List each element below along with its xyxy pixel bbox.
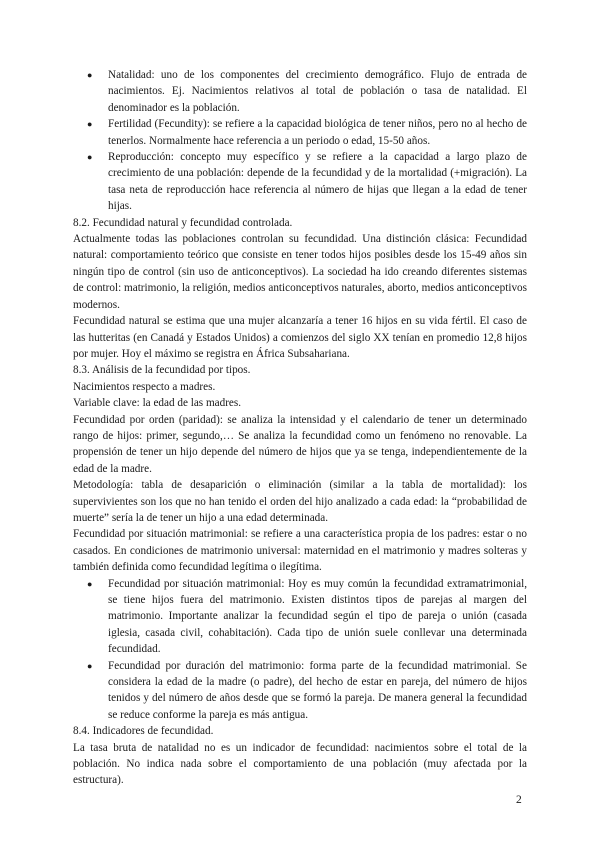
intro-bullet-list xyxy=(73,67,527,215)
list-item-duracion-matrimonio: ● Fecundidad por duración del matrimonio: forma parte de la fecundidad matrimonial. Se considera la edad de la madre (o padre), del hecho de estar en pareja, del número de hijos tenidos y del número de años desde que se formó la pareja. De manera general la fecundidad se reduce conforme la pareja es más antigua. xyxy=(87,659,527,721)
section-8-3-bullet-list xyxy=(73,576,527,724)
bullet-icon: ● xyxy=(87,70,93,80)
list-item-natalidad: ● Natalidad: uno de los componentes del crecimiento demográfico. Flujo de entrada de nacimientos. Ej. Nacimientos relativos al total de población o tasa de natalidad. El denominador es la población. xyxy=(87,69,527,114)
bullet-icon: ● xyxy=(87,660,93,671)
page-number: 2 xyxy=(516,794,522,806)
section-8-2-paragraph: Fecundidad natural se estima que una mujer alcanzaría a tener 16 hijos en su vida fértil. El caso de las hutteritas (en Canadá y Estados Unidos) a comienzos del siglo XX tenían en promedio 12,8 hijos por mujer. Hoy el máximo se registra en África Subsahariana. xyxy=(73,315,527,360)
section-8-4-paragraph: La tasa bruta de natalidad no es un indicador de fecundidad: nacimientos sobre el total de la población. No indica nada sobre el comportamiento de una población (muy afectada por la estructura). xyxy=(73,741,527,787)
bullet-icon: ● xyxy=(87,578,93,589)
section-8-3-paragraph: Metodología: tabla de desaparición o eliminación (similar a la tabla de mortalidad): los supervivientes son los que no han tenido el orden del hijo analizado a cada edad: la “probabilidad de muerte” sería la de tener un hijo a una edad determinada. xyxy=(73,479,527,524)
section-8-3-heading: 8.3. Análisis de la fecundidad por tipos. xyxy=(73,364,251,377)
bullet-icon: ● xyxy=(87,119,93,130)
list-item-situacion-matrimonial: ● Fecundidad por situación matrimonial: Hoy es muy común la fecundidad extramatrimonial, se tiene hijos fuera del matrimonio. Existen distintos tipos de parejas al margen del matrimonio. Importante analizar la fecundidad según el tipo de pareja o unión (casada iglesia, casada civil, cohabitación). Cada tipo de unión suele conllevar una determinada fecundidad. xyxy=(87,577,527,656)
list-item-fertilidad: ● Fertilidad (Fecundity): se refiere a la capacidad biológica de tener niños, pero no al hecho de tenerlos. Normalmente hace referencia a un periodo o edad, 15-50 años. xyxy=(87,118,527,147)
section-8-3-paragraph: Fecundidad por situación matrimonial: se refiere a una característica propia de los padres: estar o no casados. En condiciones de matrimonio universal: maternidad en el matrimonio y madres solteras y también definida como fecundidad legítima o ilegítima. xyxy=(73,528,527,574)
section-8-3-paragraph: Fecundidad por orden (paridad): se analiza la intensidad y el calendario de tener un determinado rango de hijos: primer, segundo,… Se analiza la fecundidad como un fenómeno no renovable. La propensión de tener un hijo depende del número de hijos que ya se tenga, independientemente de la edad de la madre. xyxy=(73,413,527,475)
section-8-4-heading: 8.4. Indicadores de fecundidad. xyxy=(73,725,214,738)
section-8-2-heading: 8.2. Fecundidad natural y fecundidad controlada. xyxy=(73,216,293,229)
list-item-reproduccion: ● Reproducción: concepto muy específico y se refiere a la capacidad a largo plazo de crecimiento de una población: depende de la fecundidad y de la mortalidad (+migración). La tasa neta de reproducción hace referencia al número de hijas que llegan a la edad de tener hijas. xyxy=(87,151,527,213)
section-8-2-paragraph: Actualmente todas las poblaciones controlan su fecundidad. Una distinción clásica: Fecundidad natural: comportamiento teórico que consiste en tener todos hijos posibles desde los 15-49 años sin ningún tipo de control (sin uso de anticonceptivos). La sociedad ha ido creando diferentes sistemas de control: matrimonio, la religión, medios anticonceptivos naturales, aborto, medios anticonceptivos modernos. xyxy=(73,233,527,311)
section-8-3-paragraph: Nacimientos respecto a madres. xyxy=(73,380,216,393)
bullet-icon: ● xyxy=(87,152,93,163)
section-8-3-paragraph: Variable clave: la edad de las madres. xyxy=(73,397,242,410)
document-body xyxy=(73,67,527,789)
